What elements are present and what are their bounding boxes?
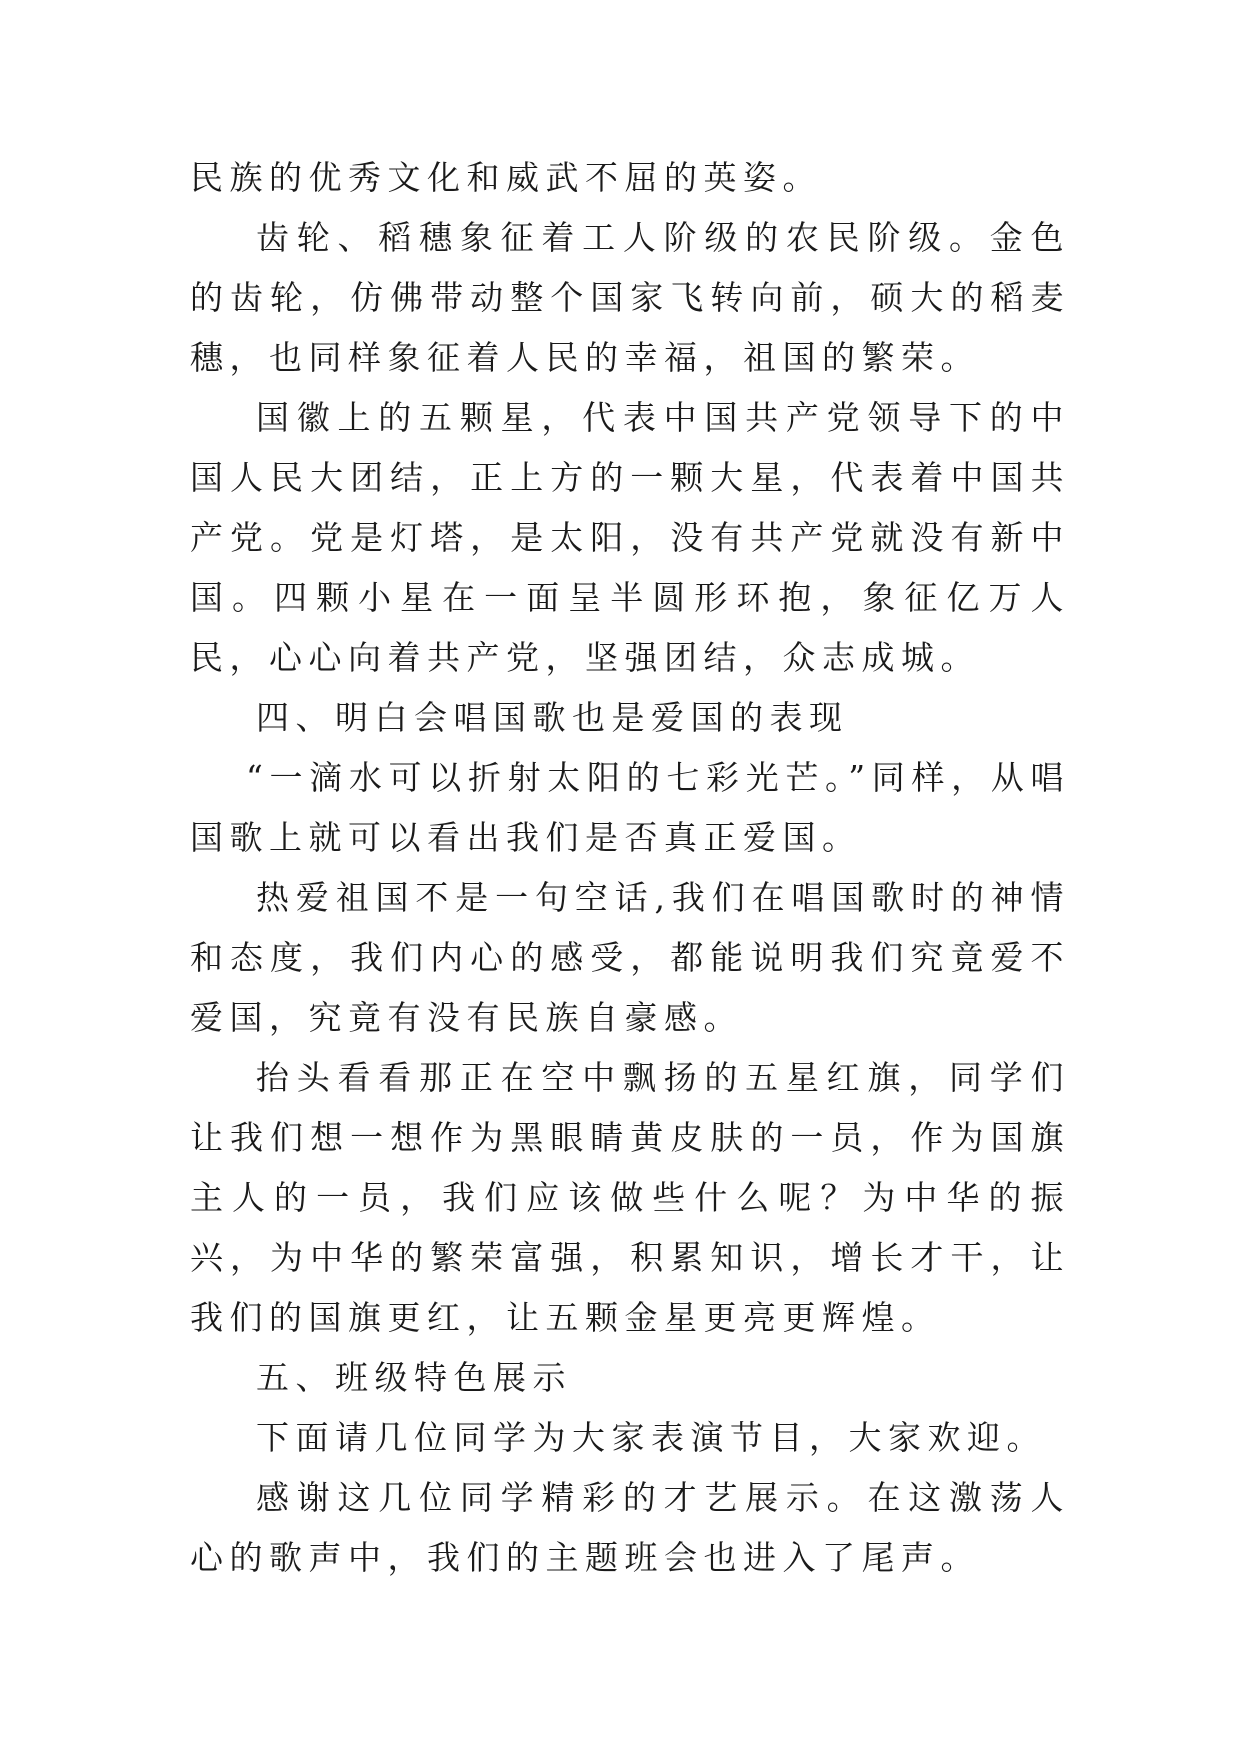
section-heading-class: 五、班级特色展示: [256, 1358, 572, 1397]
paragraph-continuation: 民族的优秀文化和威武不屈的英姿。: [190, 158, 822, 197]
document-body: [190, 148, 1070, 1588]
paragraph-closing: 感谢这几位同学精彩的才艺展示。在这激荡人心的歌声中，我们的主题班会也进入了尾声。: [190, 1478, 1070, 1577]
paragraph-quote: “一滴水可以折射太阳的七彩光芒。”同样，从唱国歌上就可以看出我们是否真正爱国。: [190, 758, 1070, 857]
section-heading-anthem: 四、明白会唱国歌也是爱国的表现: [256, 698, 849, 737]
paragraph-flag: 抬头看看那正在空中飘扬的五星红旗，同学们让我们想一想作为黑眼睛黄皮肤的一员，作为国旗主人的一员，我们应该做些什么呢？为中华的振兴，为中华的繁荣富强，积累知识，增长才干，让我们的国旗更红，让五颗金星更亮更辉煌。: [190, 1058, 1070, 1337]
paragraph-gear-wheat: 齿轮、稻穗象征着工人阶级的农民阶级。金色的齿轮，仿佛带动整个国家飞转向前，硕大的稻麦穗，也同样象征着人民的幸福，祖国的繁荣。: [190, 218, 1070, 377]
paragraph-performance: 下面请几位同学为大家表演节目，大家欢迎。: [256, 1418, 1046, 1457]
paragraph-patriotism: 热爱祖国不是一句空话,我们在唱国歌时的神情和态度，我们内心的感受，都能说明我们究竟爱不爱国，究竟有没有民族自豪感。: [190, 878, 1070, 1037]
paragraph-five-stars: 国徽上的五颗星，代表中国共产党领导下的中国人民大团结，正上方的一颗大星，代表着中国共产党。党是灯塔，是太阳，没有共产党就没有新中国。四颗小星在一面呈半圆形环抱，象征亿万人民，心心向着共产党，坚强团结，众志成城。: [190, 398, 1070, 677]
